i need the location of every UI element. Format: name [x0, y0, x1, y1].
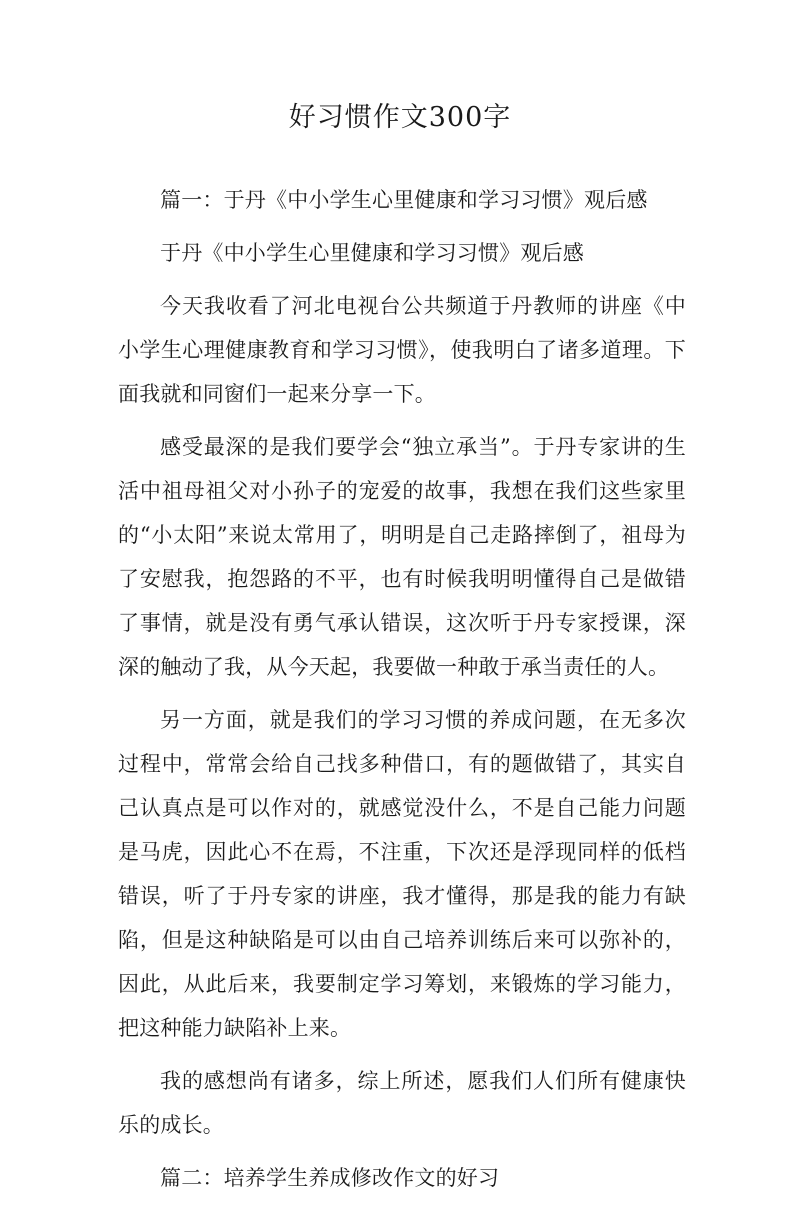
paragraph: 今天我收看了河北电视台公共频道于丹教师的讲座《中小学生心理健康教育和学习习惯》，使我明白了诸多道理。下面我就和同窗们一起来分享一下。 [118, 294, 686, 406]
document-body [118, 178, 686, 1209]
document-title: 好习惯作文300字 [288, 102, 512, 133]
paragraph: 感受最深的是我们要学会“独立承当”。于丹专家讲的生活中祖母祖父对小孙子的宠爱的故事，我想在我们这些家里的“小太阳”来说太常用了，明明是自己走路摔倒了，祖母为了安慰我，抱怨路的不平，也有时候我明明懂得自己是做错了事情，就是没有勇气承认错误，这次听于丹专家授课，深深的触动了我，从今天起，我要做一种敢于承当责任的人。 [118, 435, 686, 679]
paragraph: 另一方面，就是我们的学习习惯的养成问题，在无多次过程中，常常会给自己找多种借口，有的题做错了，其实自己认真点是可以作对的，就感觉没什么，不是自己能力问题是马虎，因此心不在焉，不注重，下次还是浮现同样的低档错误，听了于丹专家的讲座，我才懂得，那是我的能力有缺陷，但是这种缺陷是可以由自己培养训练后来可以弥补的，因此，从此后来，我要制定学习筹划，来锻炼的学习能力，把这种能力缺陷补上来。 [118, 708, 686, 1040]
section-heading-1: 篇一：于丹《中小学生心里健康和学习习惯》观后感 [160, 188, 648, 212]
paragraph: 我的感想尚有诸多，综上所述，愿我们人们所有健康快乐的成长。 [118, 1069, 686, 1137]
section-heading-2: 篇二：培养学生养成修改作文的好习 [160, 1166, 500, 1190]
article-subtitle: 于丹《中小学生心里健康和学习习惯》观后感 [160, 241, 584, 265]
